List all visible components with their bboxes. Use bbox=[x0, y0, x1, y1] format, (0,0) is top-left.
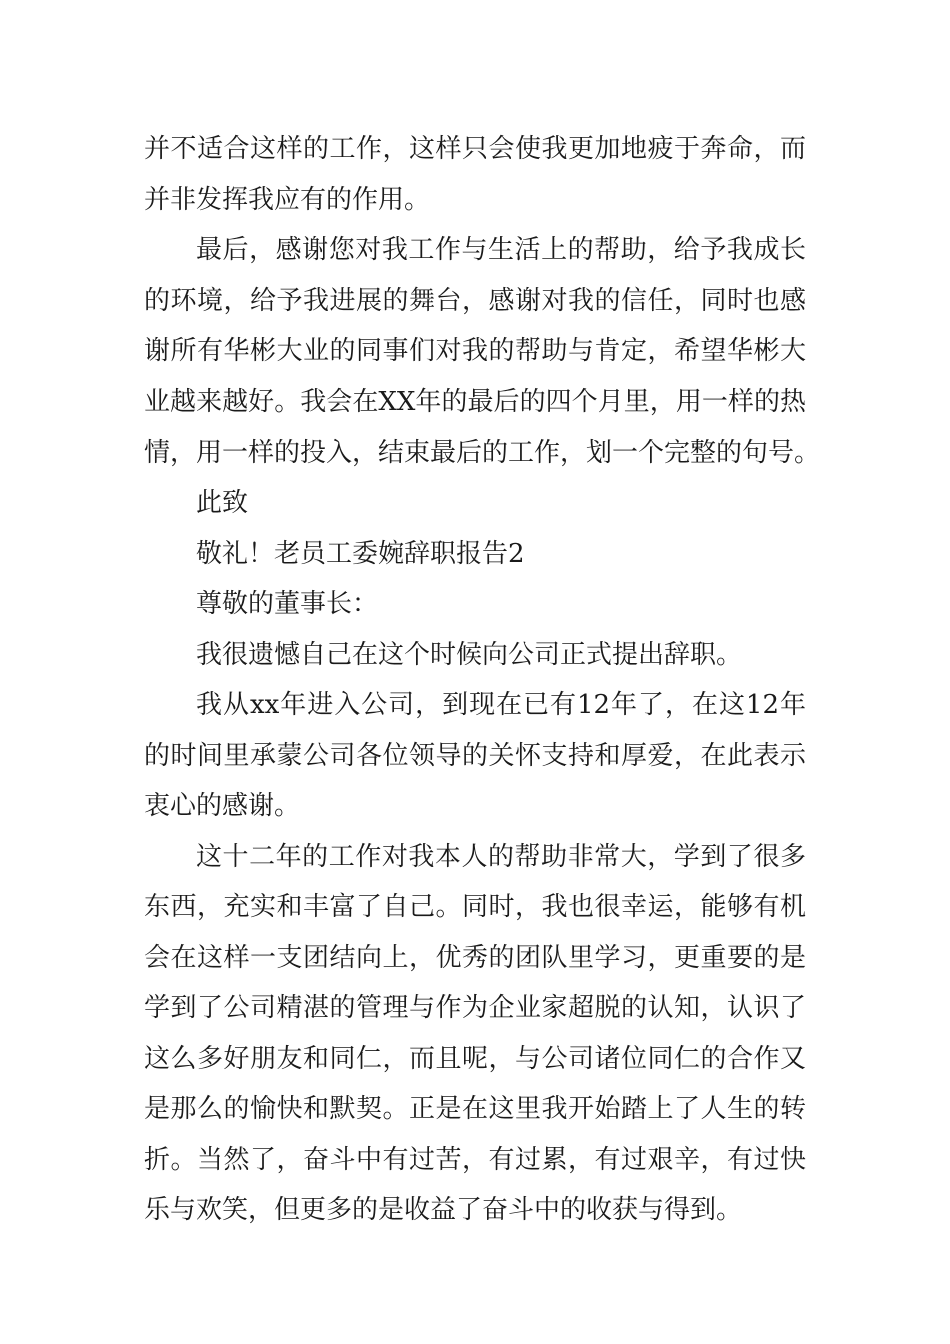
body-line: 并非发挥我应有的作用。 bbox=[144, 185, 431, 215]
body-line: 这么多好朋友和同仁，而且呢，与公司诸位同仁的合作又 bbox=[144, 1044, 806, 1074]
body-line: 东西，充实和丰富了自己。同时，我也很幸运，能够有机 bbox=[144, 892, 806, 922]
body-line: 是那么的愉快和默契。正是在这里我开始踏上了人生的转 bbox=[144, 1094, 806, 1124]
paragraph-first-line: 我从xx年进入公司，到现在已有12年了，在这12年 bbox=[196, 690, 806, 720]
body-line: 会在这样一支团结向上，优秀的团队里学习，更重要的是 bbox=[144, 943, 806, 973]
body-line: 业越来越好。我会在XX年的最后的四个月里，用一样的热 bbox=[144, 387, 806, 417]
closing-and-title: 敬礼！老员工委婉辞职报告2 bbox=[196, 539, 525, 569]
paragraph-first-line: 这十二年的工作对我本人的帮助非常大，学到了很多 bbox=[196, 842, 806, 872]
body-line: 折。当然了，奋斗中有过苦，有过累，有过艰辛，有过快 bbox=[144, 1145, 806, 1175]
letter-greeting: 尊敬的董事长： bbox=[196, 589, 379, 619]
paragraph-first-line: 最后，感谢您对我工作与生活上的帮助，给予我成长 bbox=[196, 235, 806, 265]
body-line: 情，用一样的投入，结束最后的工作，划一个完整的句号。 bbox=[144, 438, 821, 468]
body-line: 并不适合这样的工作，这样只会使我更加地疲于奔命，而 bbox=[144, 134, 806, 164]
body-line: 的时间里承蒙公司各位领导的关怀支持和厚爱，在此表示 bbox=[144, 741, 806, 771]
closing-salutation: 此致 bbox=[196, 488, 249, 518]
body-line: 衷心的感谢。 bbox=[144, 791, 301, 821]
body-line: 学到了公司精湛的管理与作为企业家超脱的认知，认识了 bbox=[144, 993, 806, 1023]
body-line: 乐与欢笑，但更多的是收益了奋斗中的收获与得到。 bbox=[144, 1195, 743, 1225]
paragraph-first-line: 我很遗憾自己在这个时候向公司正式提出辞职。 bbox=[196, 640, 743, 670]
body-line: 谢所有华彬大业的同事们对我的帮助与肯定，希望华彬大 bbox=[144, 336, 806, 366]
body-line: 的环境，给予我进展的舞台，感谢对我的信任，同时也感 bbox=[144, 286, 806, 316]
